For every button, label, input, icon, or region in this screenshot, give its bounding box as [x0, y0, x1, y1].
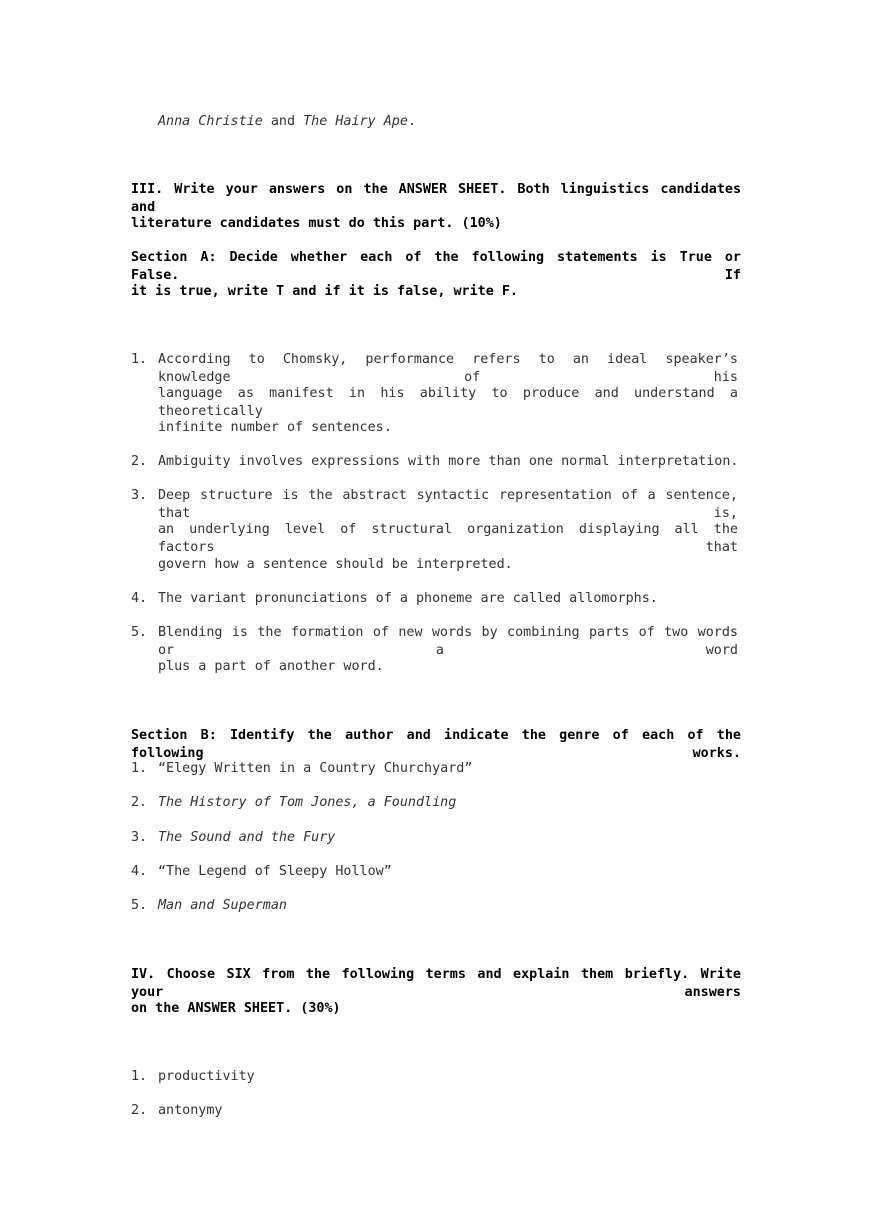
part4-heading-line2: on the ANSWER SHEET. (30%) — [131, 1001, 341, 1016]
work-title: The History of Tom Jones, a Foundling — [158, 795, 457, 810]
play-title-anna-christie: Anna Christie — [158, 114, 263, 129]
statement-1-line3: infinite number of sentences. — [158, 420, 392, 435]
term-number: 1. — [131, 1069, 148, 1084]
sectionA-heading-line1: Section A: Decide whether each of the following statements is True or False. If — [131, 250, 741, 283]
statement-3-line2: an underlying level of structural organization displaying all the factors that — [158, 522, 738, 555]
statement-5-line1: Blending is the formation of new words by combining parts of two words or a word — [158, 625, 738, 658]
statement-3-line1: Deep structure is the abstract syntactic representation of a sentence, that is, — [158, 488, 738, 521]
conjunction: and — [262, 114, 304, 129]
statement-1-line1: According to Chomsky, performance refers to an ideal speaker’s knowledge of his — [158, 352, 738, 385]
sectionB-heading: Section B: Identify the author and indicate the genre of each of the following works. — [131, 728, 741, 761]
work-number: 5. — [131, 898, 148, 913]
statement-5-line2: plus a part of another word. — [158, 659, 384, 674]
work-title: The Sound and the Fury — [158, 830, 336, 845]
part4-heading-line1: IV. Choose SIX from the following terms and explain them briefly. Write your answers — [131, 967, 741, 1000]
statement-3-line3: govern how a sentence should be interpreted. — [158, 557, 513, 572]
work-number: 3. — [131, 830, 148, 845]
period: . — [407, 114, 416, 129]
statement-1-line2: language as manifest in his ability to produce and understand a theoretically — [158, 386, 738, 419]
sectionA-heading-line2: it is true, write T and if it is false, write F. — [131, 284, 518, 299]
work-title: “The Legend of Sleepy Hollow” — [158, 864, 392, 879]
term: productivity — [158, 1069, 255, 1084]
work-number: 2. — [131, 795, 148, 810]
part3-heading-line2: literature candidates must do this part. (10%) — [131, 216, 502, 231]
work-number: 4. — [131, 864, 148, 879]
statement-4-line1: The variant pronunciations of a phoneme are called allomorphs. — [158, 591, 658, 606]
statement-number: 3. — [131, 488, 148, 503]
statement-number: 4. — [131, 591, 148, 606]
statement-number: 2. — [131, 454, 148, 469]
statement-number: 1. — [131, 352, 148, 367]
term-number: 2. — [131, 1103, 148, 1118]
work-number: 1. — [131, 761, 148, 776]
term: antonymy — [158, 1103, 223, 1118]
play-title-hairy-ape: The Hairy Ape — [303, 114, 408, 129]
continued-titles-line — [158, 113, 738, 131]
work-title: Man and Superman — [158, 898, 287, 913]
work-title: “Elegy Written in a Country Churchyard” — [158, 761, 473, 776]
part3-heading-line1: III. Write your answers on the ANSWER SHEET. Both linguistics candidates and — [131, 182, 741, 215]
statement-number: 5. — [131, 625, 148, 640]
statement-2-line1: Ambiguity involves expressions with more than one normal interpretation. — [158, 454, 739, 469]
